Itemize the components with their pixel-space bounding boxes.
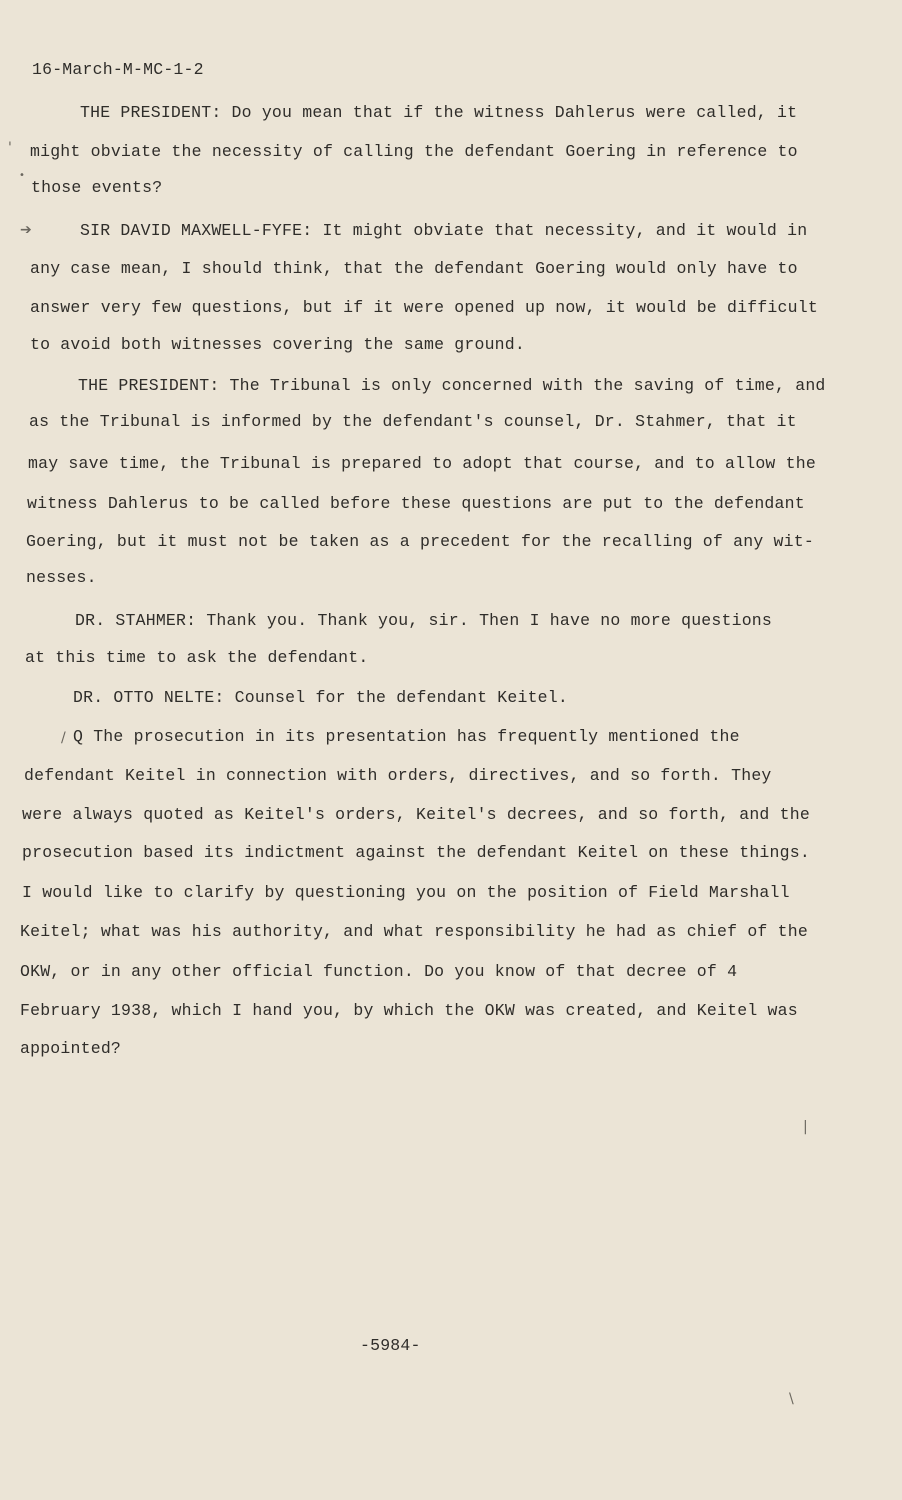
text-line-16: DR. OTTO NELTE: Counsel for the defendant Keitel. <box>73 688 568 707</box>
text-line-18: defendant Keitel in connection with orders, directives, and so forth. They <box>24 766 772 785</box>
text-line-22: Keitel; what was his authority, and what responsibility he had as chief of the <box>20 922 808 941</box>
text-line-24: February 1938, which I hand you, by which the OKW was created, and Keitel was <box>20 1001 798 1020</box>
text-line-25: appointed? <box>20 1039 122 1058</box>
document-header: 16-March-M-MC-1-2 <box>32 60 204 79</box>
text-line-5: any case mean, I should think, that the defendant Goering would only have to <box>30 259 798 278</box>
text-line-4: SIR DAVID MAXWELL-FYFE: It might obviate that necessity, and it would in <box>80 221 808 240</box>
text-line-20: prosecution based its indictment against the defendant Keitel on these things. <box>22 843 810 862</box>
text-line-1: THE PRESIDENT: Do you mean that if the witness Dahlerus were called, it <box>80 103 798 122</box>
text-line-3: those events? <box>31 178 163 197</box>
margin-corner-icon: \ <box>789 1391 794 1407</box>
text-line-7: to avoid both witnesses covering the same ground. <box>30 335 525 354</box>
text-line-17: Q The prosecution in its presentation has frequently mentioned the <box>73 727 740 746</box>
text-line-23: OKW, or in any other official function. Do you know of that decree of 4 <box>20 962 738 981</box>
text-line-9: as the Tribunal is informed by the defendant's counsel, Dr. Stahmer, that it <box>29 412 797 431</box>
margin-slash-icon: / <box>61 730 66 746</box>
text-line-2: might obviate the necessity of calling the defendant Goering in reference to <box>30 142 798 161</box>
text-line-14: DR. STAHMER: Thank you. Thank you, sir. Then I have no more questions <box>75 611 773 630</box>
text-line-21: I would like to clarify by questioning you on the position of Field Marshall <box>22 883 790 902</box>
text-line-10: may save time, the Tribunal is prepared to adopt that course, and to allow the <box>28 454 816 473</box>
text-line-15: at this time to ask the defendant. <box>25 648 369 667</box>
margin-line-icon: | <box>803 1119 808 1135</box>
text-line-12: Goering, but it must not be taken as a precedent for the recalling of any wit- <box>26 532 814 551</box>
text-line-11: witness Dahlerus to be called before these questions are put to the defendant <box>27 494 805 513</box>
text-line-13: nesses. <box>26 568 97 587</box>
text-line-8: THE PRESIDENT: The Tribunal is only concerned with the saving of time, and <box>78 376 826 395</box>
margin-arrow-icon: ➔ <box>20 222 32 238</box>
text-line-19: were always quoted as Keitel's orders, Keitel's decrees, and so forth, and the <box>22 805 810 824</box>
page-number: -5984- <box>360 1336 421 1355</box>
margin-tick-icon: ' <box>8 140 13 156</box>
text-line-6: answer very few questions, but if it were opened up now, it would be difficult <box>30 298 818 317</box>
margin-dot-icon: • <box>19 170 26 181</box>
